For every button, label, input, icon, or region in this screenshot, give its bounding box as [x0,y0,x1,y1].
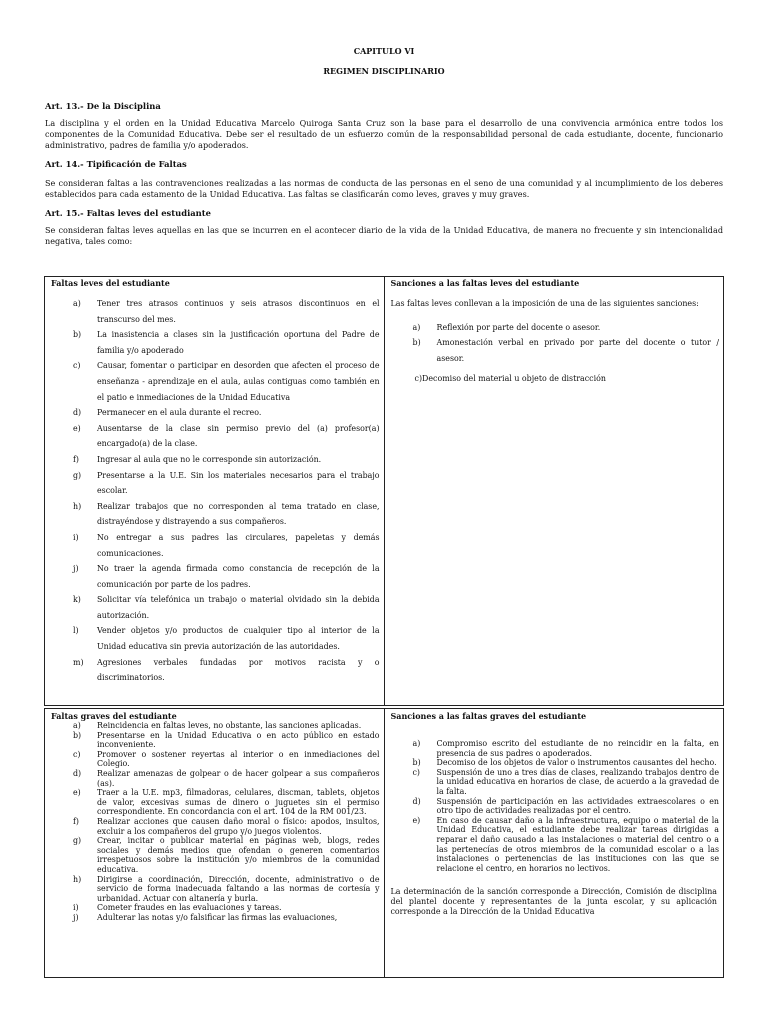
list-item: b) La inasistencia a clases sin la justificación oportuna del Padre de familia y/o apoderado [73,330,380,355]
list-item: d) Realizar amenazas de golpear o de hacer golpear a sus compañeros (as). [73,768,380,788]
list-item: j) Adulterar las notas y/o falsificar las firmas las evaluaciones, [73,912,338,922]
list-item: b) Presentarse en la Unidad Educativa o en acto público en estado inconveniente. [73,730,380,750]
sanciones-leves-cell [384,277,723,706]
list-item: c) Suspensión de uno a tres días de clases, realizando trabajos dentro de la unidad educativa en horarios de clase, de acuerdo a la gravedad de la falta. [412,767,719,796]
sanciones-leves-list [385,320,723,367]
faltas-leves-cell [45,277,385,706]
list-item: f) Ingresar al aula que no le corresponde sin autorización. [73,454,322,464]
faltas-graves-table [44,708,724,978]
art13-title: Art. 13.- De la Disciplina [45,101,161,111]
list-item: k) Solicitar vía telefónica un trabajo o material olvidado sin la debida autorización. [73,595,380,620]
sanciones-graves-header: Sanciones a las faltas graves del estudiante [390,711,587,721]
list-item: b) Decomiso de los objetos de valor o instrumentos causantes del hecho. [412,758,717,768]
art13-text: La disciplina y el orden en la Unidad Educativa Marcelo Quiroga Santa Cruz son la base para el desarrollo de una convivencia armónica entre todos los componentes de la Comunidad Educativa. Debe ser el resultado de un esfuerzo común de la responsabilidad personal de cada estudiante, docente, funcionario administrativo, padres de familia y/o apoderados. [45,118,723,150]
faltas-graves-header: Faltas graves del estudiante [51,711,177,721]
list-item: l) Vender objetos y/o productos de cualquier tipo al interior de la Unidad educativa sin previa autorización de las autoridades. [73,626,380,652]
list-item: e) Ausentarse de la clase sin permiso previo del (a) profesor(a) encargado(a) de la clase. [73,423,380,449]
list-item: m) Agresiones verbales fundadas por motivos racista y o discriminatorios. [73,657,380,683]
list-item: i) Cometer fraudes en las evaluaciones y tareas. [73,903,282,913]
list-item: h) Realizar trabajos que no corresponden al tema tratado en clase, distrayéndose y distrayendo a sus compañeros. [73,501,380,527]
faltas-graves-cell [45,709,385,978]
sanciones-graves-cell [384,709,723,978]
art15-title: Art. 15.- Faltas leves del estudiante [45,208,211,218]
list-item: e) En caso de causar daño a la infraestructura, equipo o material de la Unidad Educativa, el estudiante debe realizar tareas dirigidas a reparar el daño causado a las instalaciones o material del centro o a las pertenecías de otros miembros de la comunidad escolar o a las instalaciones o pertenencias de las instituciones con las que se relacione el centro, en horarios no lectivos. [412,815,719,873]
list-item: b) Amonestación verbal en privado por parte del docente o tutor / asesor. [412,338,719,363]
art14-title: Art. 14.- Tipificación de Faltas [45,159,187,169]
list-item: f) Realizar acciones que causen daño moral o físico: apodos, insultos, excluir a los compañeros del grupo y/o juegos violentos. [73,816,380,836]
art14-text: Se consideran faltas a las contravenciones realizadas a las normas de conducta de las personas en el seno de una comunidad y al incumplimiento de los deberes establecidos para cada estamento de la Unidad Educativa. Las faltas se clasificarán como leves, graves y muy graves. [45,178,723,199]
list-item: d) Suspensión de participación en las actividades extraescolares o en otro tipo de actividades realizadas por el centro. [412,796,719,816]
sanciones-leves-header: Sanciones a las faltas leves del estudiante [390,278,580,288]
faltas-leves-table [44,276,724,706]
list-item: a) Reflexión por parte del docente o asesor. [412,322,601,332]
list-item: a) Tener tres atrasos continuos y seis atrasos discontinuos en el transcurso del mes. [73,299,380,324]
art15-text: Se consideran faltas leves aquellas en las que se incurren en el acontecer diario de la vida de la Unidad Educativa, de manera no frecuente y sin intencionalidad negativa, tales como: [45,225,723,246]
list-item: a) Compromiso escrito del estudiante de no reincidir en la falta, en presencia de sus padres o apoderados. [412,739,719,758]
list-item: e) Traer a la U.E. mp3, filmadoras, celulares, discman, tablets, objetos de valor, excesivas sumas de dinero o juguetes sin el permiso correspondiente. En concordancia con el art. 104 de la RM 001/23. [73,788,380,817]
list-item: a) Reincidencia en faltas leves, no obstante, las sanciones aplicadas. [73,721,362,730]
list-item: g) Presentarse a la U.E. Sin los materiales necesarios para el trabajo escolar. [73,470,380,496]
list-item: g) Crear, incitar o publicar material en páginas web, blogs, redes sociales y demás medios que ofendan o generen comentarios irrespetuosos sobre la institución y/o miembros de la comunidad educativa. [73,836,380,874]
list-item: h) Dirigirse a coordinación, Dirección, docente, administrativo o de servicio de forma inadecuada faltando a las normas de cortesía y urbanidad. Actuar con altanería y burla. [73,874,380,903]
sanciones-graves-list [385,739,723,873]
chapter-subtitle: REGIMEN DISCIPLINARIO [323,66,445,76]
chapter-title: CAPITULO VI [353,46,415,56]
faltas-leves-header: Faltas leves del estudiante [51,278,170,288]
faltas-graves-list [45,721,384,922]
sanciones-leves-intro: Las faltas leves conllevan a la imposición de una de las siguientes sanciones: [390,299,699,308]
list-item: d) Permanecer en el aula durante el recreo. [73,408,262,418]
list-item: i) No entregar a sus padres las circulares, papeletas y demás comunicaciones. [73,532,380,558]
sanciones-leves-extra: c)Decomiso del material u objeto de distracción [414,374,606,384]
list-item: c) Causar, fomentar o participar en desorden que afecten el proceso de enseñanza - aprendizaje en el aula, aulas contiguas como también en el patio e inmediaciones de la Unidad Educativa [73,361,380,402]
sanciones-graves-closing: La determinación de la sanción corresponde a Dirección, Comisión de disciplina del plantel docente y representantes de la junta escolar, y su aplicación corresponde a la Dirección de la Unidad Educativa [390,887,717,916]
list-item: c) Promover o sostener reyertas al interior o en inmediaciones del Colegio. [73,749,380,769]
list-item: j) No traer la agenda firmada como constancia de recepción de la comunicación por parte de los padres. [73,564,380,589]
faltas-leves-list [45,296,384,686]
